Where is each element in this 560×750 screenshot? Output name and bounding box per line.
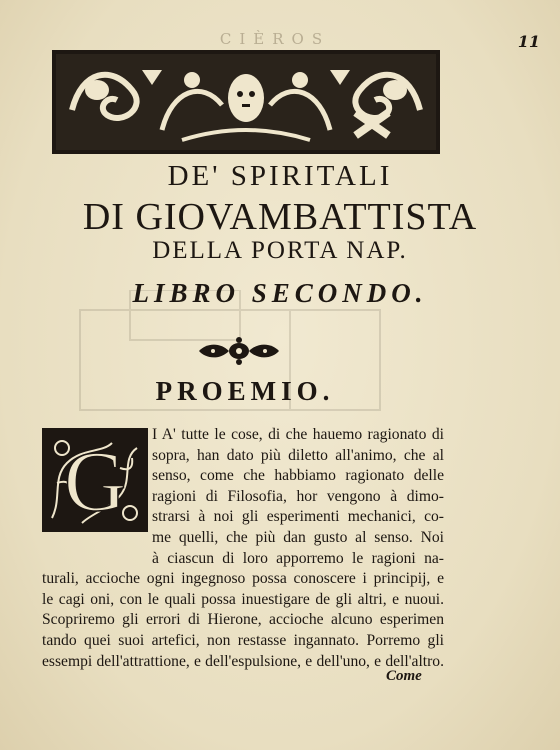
body-line: me quelli, che più dan gusto al senso. Noi — [152, 528, 444, 546]
page-number: 11 — [517, 32, 540, 51]
body-line: strarsi à noi gli esperimenti mechanici, co- — [152, 508, 444, 526]
body-line: essempi dell'attrattione, e dell'espulsione, e dell'uno, e dell'altro. — [42, 652, 444, 670]
book-heading: LIBRO SECONDO. — [132, 278, 428, 308]
body-line: ragioni di Filosofia, hor vengono à dimo- — [152, 487, 444, 505]
body-line: sopra, han dato più diletto all'animo, che al — [152, 446, 444, 464]
title-line-1: DE' SPIRITALI — [167, 160, 393, 192]
drop-cap-letter: G — [63, 433, 127, 529]
body-line: turali, accioche ogni ingegnoso possa conoscere i principij, e — [42, 570, 444, 588]
catchword: Come — [386, 668, 422, 684]
body-line: tando quei suoi artefici, non restasse ingannato. Porremo gli — [42, 631, 444, 649]
headpiece-ornament — [52, 50, 440, 154]
show-through-header: CIÈROS — [219, 30, 331, 48]
body-line: I A' tutte le cose, di che hauemo ragionato di — [152, 426, 444, 443]
body-line: à ciascun di loro apporremo le ragioni na- — [152, 549, 444, 567]
body-line: Scopriremo gli errori di Hierone, accioche alcuno esperimen — [42, 611, 444, 629]
title-line-2: DI GIOVAMBATTISTA — [82, 196, 478, 238]
title-line-3: DELLA PORTA NAP. — [152, 237, 408, 264]
body-line: senso, come che habbiamo ragionato delle — [152, 467, 444, 485]
body-text — [42, 425, 444, 672]
fleuron-ornament — [195, 336, 283, 366]
section-heading: PROEMIO. — [155, 376, 335, 406]
body-line: le cagi oni, con le quali possa inuestigare de gli altri, e nuoui. — [42, 590, 444, 608]
